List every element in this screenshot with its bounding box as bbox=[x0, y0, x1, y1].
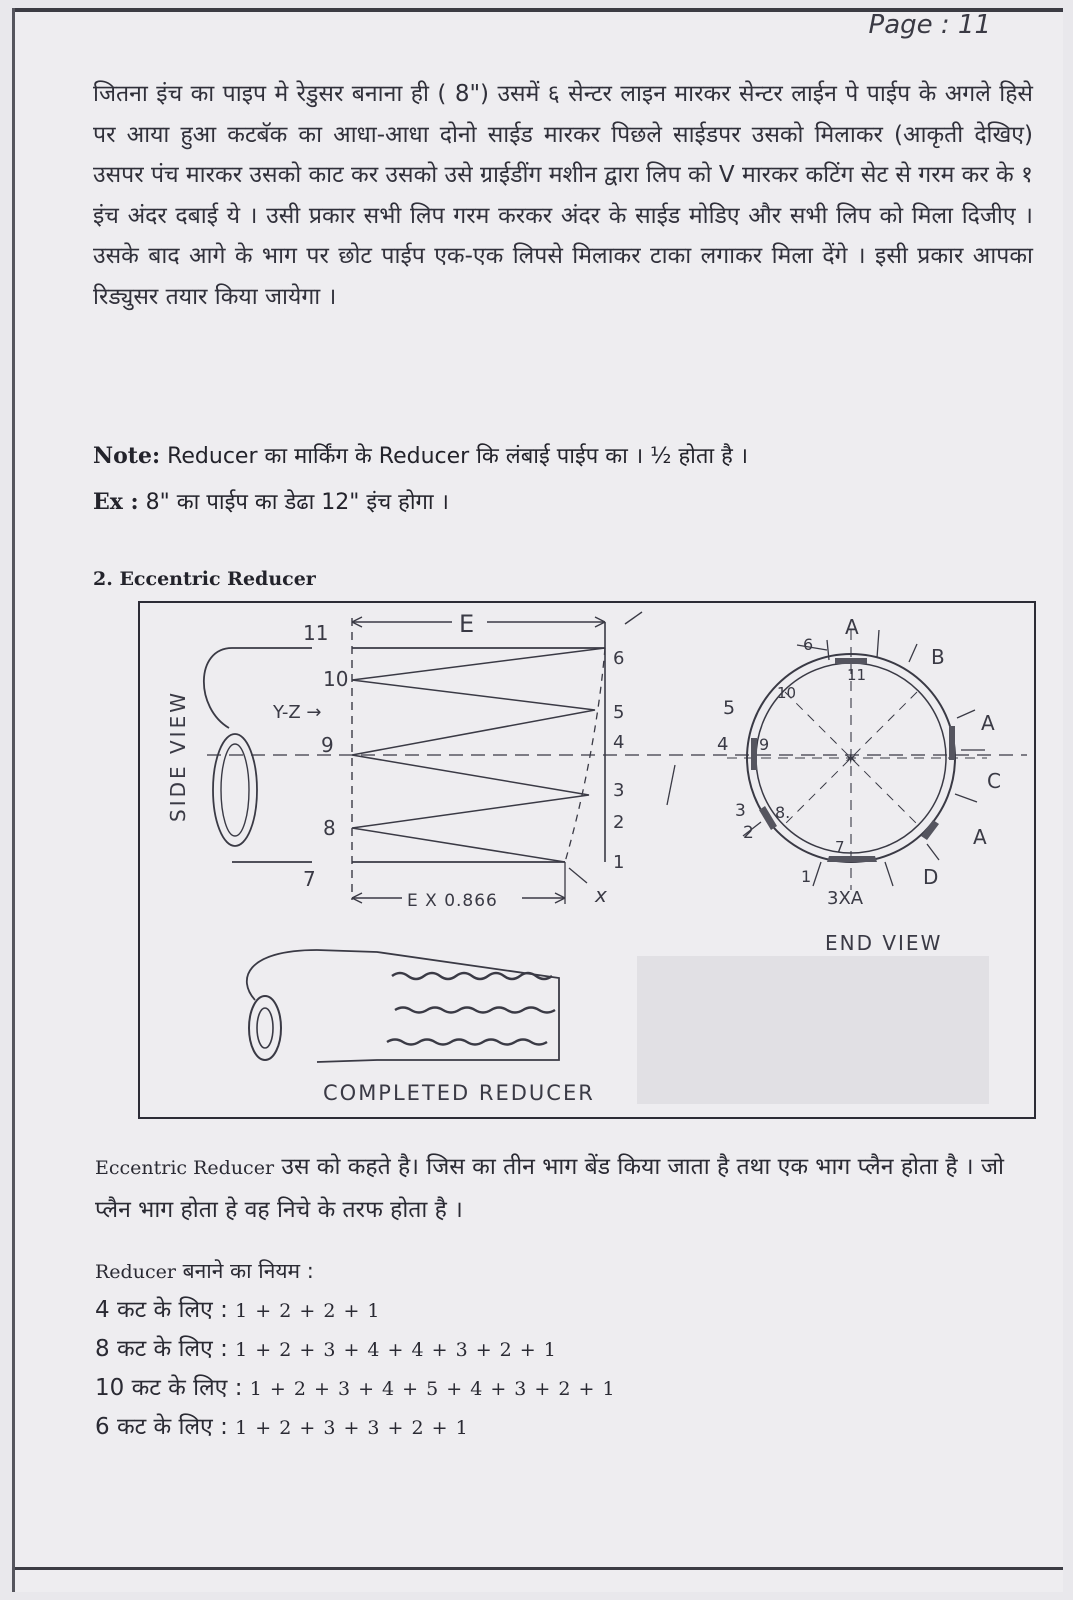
lip-left bbox=[751, 738, 757, 770]
end-label-a-low: A bbox=[973, 825, 987, 849]
stray-mark bbox=[667, 765, 675, 805]
example-text: 8" का पाईप का डेढा 12" इंच होगा । bbox=[145, 490, 449, 515]
completed-pipe-outline bbox=[317, 950, 559, 1062]
end-label-4: 4 bbox=[717, 734, 729, 755]
note-label: Note: bbox=[93, 443, 161, 469]
end-label-a-top: A bbox=[845, 615, 859, 639]
lip-top bbox=[835, 658, 867, 664]
reducer-rules bbox=[95, 1252, 995, 1447]
definition-text: उस को कहते है। जिस का तीन भाग बेंड किया जाता है तथा एक भाग प्लैन होता है । जो प्लैन भाग होता हे वह निचे के तरफ होता है । bbox=[95, 1154, 1004, 1223]
end-label-a-right: A bbox=[981, 711, 995, 735]
example-label: Ex : bbox=[93, 489, 139, 515]
example-line bbox=[93, 486, 1033, 516]
label-4: 4 bbox=[613, 732, 625, 753]
label-2: 2 bbox=[613, 812, 625, 833]
rule-label: 4 कट के लिए : bbox=[95, 1297, 228, 1323]
lip-bottom bbox=[827, 856, 877, 862]
definition-term: Eccentric Reducer bbox=[95, 1157, 275, 1179]
weld-seam-3 bbox=[387, 1040, 547, 1045]
rule-row bbox=[95, 1369, 995, 1408]
label-9: 9 bbox=[321, 733, 334, 757]
rule-row bbox=[95, 1408, 995, 1447]
rule-label: 6 कट के लिए : bbox=[95, 1414, 228, 1440]
end-label-b: B bbox=[931, 645, 945, 669]
label-y-z: Y-Z → bbox=[273, 702, 322, 723]
rule-formula: 1 + 2 + 3 + 3 + 2 + 1 bbox=[235, 1417, 469, 1439]
label-3: 3 bbox=[613, 780, 625, 801]
end-label-3xa: 3XA bbox=[827, 888, 864, 909]
rule-formula: 1 + 2 + 3 + 4 + 5 + 4 + 3 + 2 + 1 bbox=[249, 1378, 616, 1400]
dim-ex-label: E X 0.866 bbox=[407, 891, 498, 911]
faded-patch bbox=[637, 956, 989, 1104]
note-text: Reducer का मार्किंग के Reducer कि लंबाई पाईप का । ½ होता है । bbox=[167, 444, 749, 469]
label-8: 8 bbox=[323, 816, 336, 840]
pipe-end-ellipse-inner bbox=[221, 744, 249, 836]
label-7: 7 bbox=[303, 867, 316, 891]
document-page bbox=[12, 8, 1063, 1592]
end-label-7: 7 bbox=[835, 838, 845, 856]
label-11: 11 bbox=[303, 621, 329, 645]
rules-title-hi: बनाने का नियम : bbox=[182, 1259, 314, 1283]
rule-formula: 1 + 2 + 2 + 1 bbox=[235, 1300, 381, 1322]
section-heading: 2. Eccentric Reducer bbox=[93, 568, 316, 590]
weld-seam-1 bbox=[392, 973, 552, 979]
weld-seam-2 bbox=[395, 1008, 555, 1013]
bottom-border-line bbox=[15, 1567, 1063, 1570]
page-number: Page : 11 bbox=[868, 10, 991, 40]
lip-lower-right bbox=[921, 820, 939, 840]
center-star: ✶ bbox=[844, 749, 858, 768]
label-1: 1 bbox=[613, 852, 625, 873]
end-label-11: 11 bbox=[847, 666, 867, 684]
completed-pipe-curve bbox=[247, 950, 317, 1000]
tick-mark bbox=[625, 612, 642, 624]
rules-title-en: Reducer bbox=[95, 1261, 176, 1283]
end-label-8: 8. bbox=[775, 803, 791, 822]
completed-end-outer bbox=[249, 996, 281, 1060]
rule-formula: 1 + 2 + 3 + 4 + 4 + 3 + 2 + 1 bbox=[235, 1339, 557, 1361]
pipe-end-ellipse-outer bbox=[213, 734, 257, 846]
end-label-c: C bbox=[987, 769, 1001, 793]
rule-row bbox=[95, 1291, 995, 1330]
rules-title bbox=[95, 1252, 995, 1291]
rule-row bbox=[95, 1330, 995, 1369]
lip-right bbox=[949, 726, 955, 760]
end-label-3: 3 bbox=[735, 801, 746, 821]
label-5: 5 bbox=[613, 702, 625, 723]
end-label-1: 1 bbox=[801, 867, 812, 886]
end-label-6: 6 bbox=[803, 635, 814, 654]
label-10: 10 bbox=[323, 667, 349, 691]
end-label-9: 9 bbox=[759, 735, 770, 754]
completed-reducer-label: COMPLETED REDUCER bbox=[323, 1081, 595, 1105]
end-label-10: 10 bbox=[777, 684, 797, 702]
end-label-5: 5 bbox=[723, 697, 736, 719]
intro-paragraph: जितना इंच का पाइप मे रेडुसर बनाना ही ( 8") उसमें ६ सेन्टर लाइन मारकर सेन्टर लाईन पे पाईप के अगले हिसे पर आया हुआ कटबॅक का आधा-आधा दोनो साईड मारकर पिछले साईडपर उसको मिलाकर (आकृती देखिए) उसपर पंच मारकर उसको काट कर उसको उसे ग्राईडींग मशीन द्वारा लिप को V मारकर कटिंग सेट से गरम कर के १ इंच अंदर दबाई ये । उसी प्रकार सभी लिप गरम करकर अंदर के साईड मोडिए और सभी लिप को मिला दिजीए । उसके बाद आगे के भाग पर छोट पाईप एक-एक लिपसे मिलाकर टाका लगाकर मिला देंगे । इसी प्रकार आपका रिड्युसर तयार किया जायेगा । bbox=[93, 81, 1033, 310]
eccentric-reducer-diagram bbox=[137, 600, 1039, 1138]
rule-label: 8 कट के लिए : bbox=[95, 1336, 228, 1362]
rule-label: 10 कट के लिए : bbox=[95, 1375, 243, 1401]
label-6: 6 bbox=[613, 648, 625, 669]
end-label-d: D bbox=[923, 865, 939, 889]
dim-e-label: E bbox=[459, 610, 475, 638]
definition-paragraph bbox=[95, 1146, 1045, 1231]
x-pointer bbox=[569, 868, 587, 883]
completed-end-inner bbox=[257, 1008, 273, 1048]
side-view-label: SIDE VIEW bbox=[166, 690, 190, 822]
end-label-2: 2 bbox=[743, 823, 754, 843]
x-mark: x bbox=[595, 883, 607, 907]
note-line bbox=[93, 440, 1033, 470]
end-view-label: END VIEW bbox=[825, 931, 943, 955]
